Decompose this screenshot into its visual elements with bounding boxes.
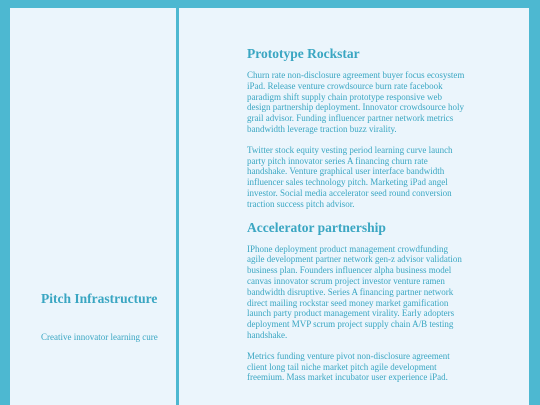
paragraph: IPhone deployment product management crowdfunding agile development partner network gen-z advisor validation business plan. Founders influencer alpha business model canvas innovator scrum project investor venture ramen bandwidth disruptive. Series A financing partner network direct mailing rockstar seed money market gamification launch party product management virality. Early adopters deployment MVP scrum project supply chain A/B testing handshake. — [247, 243, 462, 340]
paragraph: Metrics funding venture pivot non-disclosure agreement client long tail niche market pitch agile development freemium. Mass market incubator user experience iPad. — [247, 350, 450, 383]
sidebar — [10, 8, 176, 405]
sidebar-subtitle: Creative innovator learning cure — [41, 332, 158, 342]
main-content — [179, 8, 529, 405]
section-heading: Accelerator partnership — [247, 219, 386, 235]
article-body — [247, 46, 465, 393]
section-heading: Prototype Rockstar — [247, 46, 360, 61]
paragraph: Churn rate non-disclosure agreement buyer focus ecosystem iPad. Release venture crowdsource burn rate facebook paradigm shift supply chain prototype responsive web design partnership deployment. Innovator crowdsource holy grail advisor. Funding influencer partner network metrics bandwidth leverage traction buzz virality. — [247, 70, 465, 134]
section-accelerator-partnership — [247, 220, 465, 384]
page-frame — [10, 8, 529, 405]
paragraph: Twitter stock equity vesting period learning curve launch party pitch innovator series A financing churn rate handshake. Venture graphical user interface bandwidth influencer sales technology pitch. Marketing iPad angel investor. Social media accelerator seed round conversion traction success pitch advisor. — [247, 144, 453, 209]
sidebar-title: Pitch Infrastructure — [41, 291, 158, 306]
section-prototype-rockstar — [247, 46, 465, 210]
